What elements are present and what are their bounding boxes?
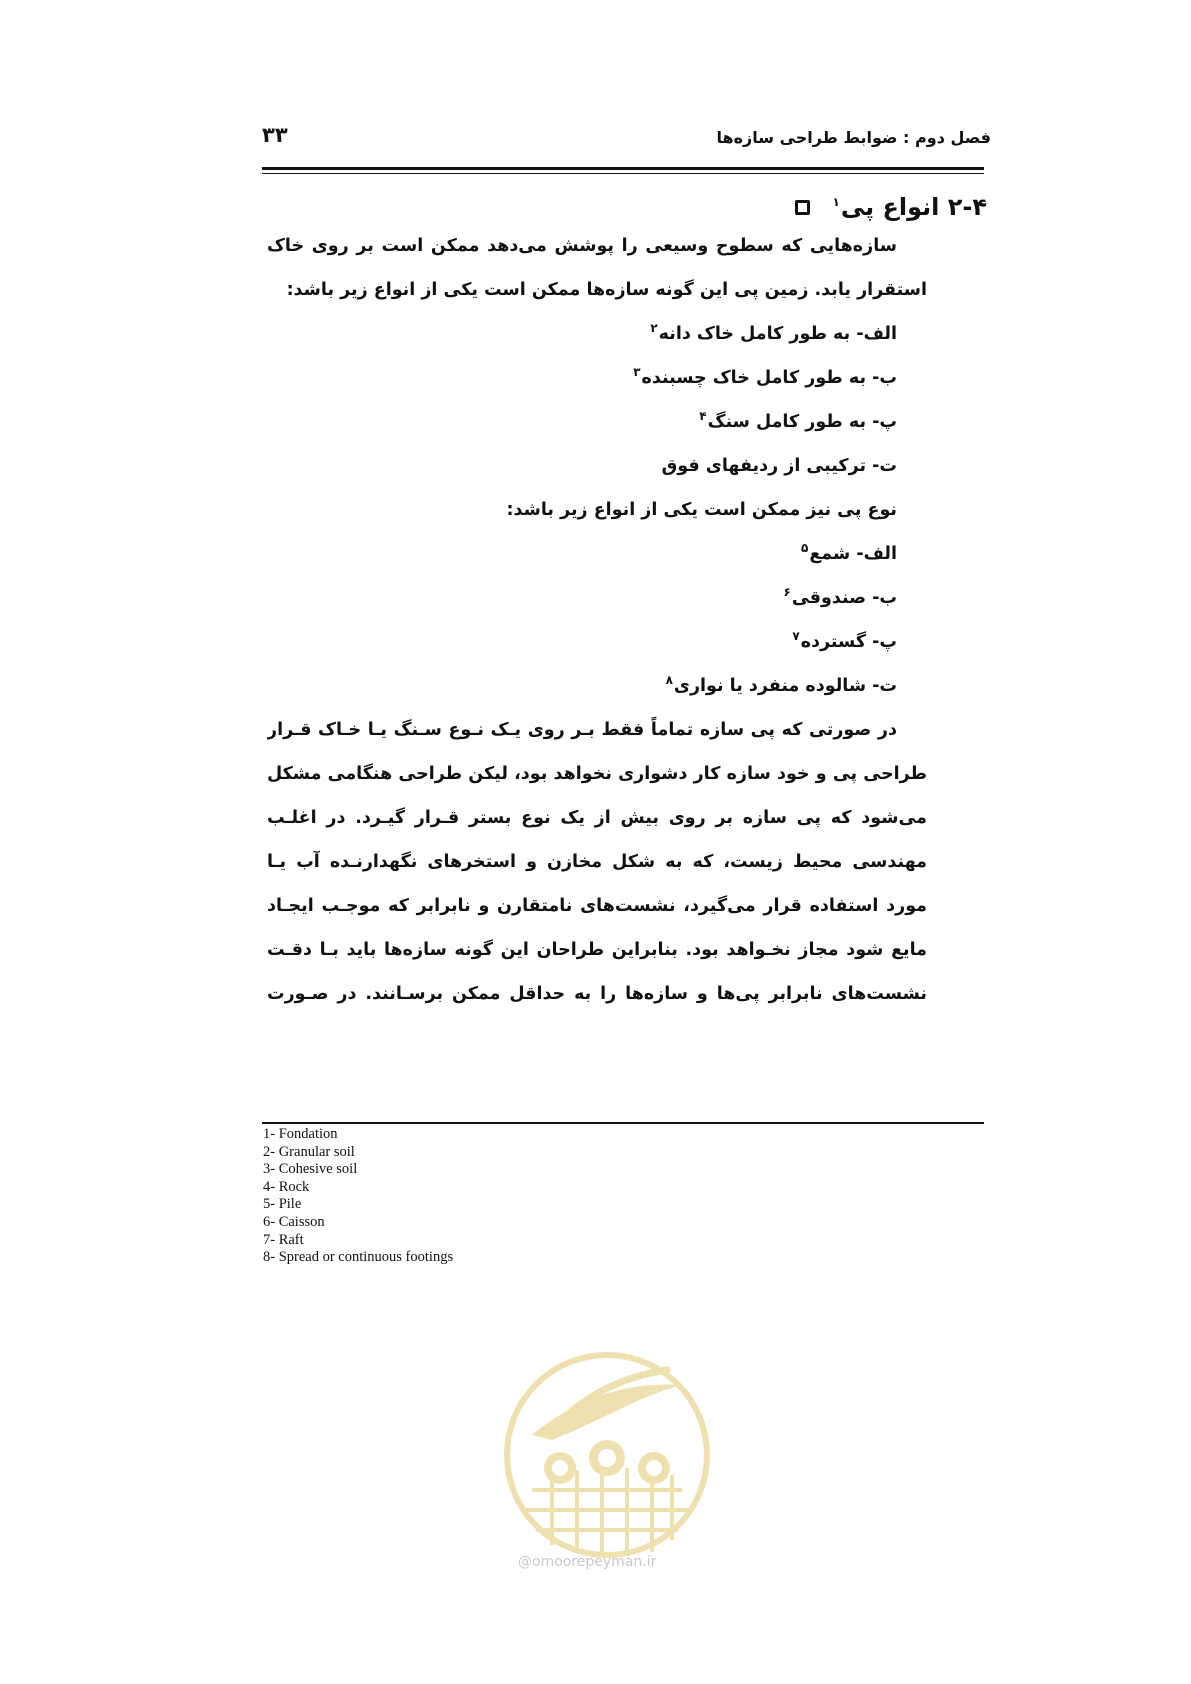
intro-line-1: سازه‌هایی که سطوح وسیعی را پوشش می‌دهد ممکن است بر روی خاک xyxy=(267,236,897,256)
footnote-ref: ۱ xyxy=(832,195,840,209)
paragraph-line: نشست‌های نابرابر پی‌ها و سازه‌ها را به حداقل ممکن برسـانند. در صـورت xyxy=(267,984,927,1004)
footnote: 3- Cohesive soil xyxy=(263,1161,358,1178)
footnote: 8- Spread or continuous footings xyxy=(263,1249,454,1266)
watermark-url: @omoorepeyman.ir xyxy=(518,1554,657,1570)
section-heading xyxy=(795,193,987,221)
header-rule-thin xyxy=(262,173,984,174)
watermark-logo-icon xyxy=(492,1340,722,1570)
paragraph-line: طراحی پی و خود سازه کار دشواری نخواهد بود، لیکن طراحی هنگامی مشکل xyxy=(267,764,927,784)
paragraph-line: می‌شود که پی سازه بر روی بیش از یک نوع بستر قـرار گیـرد. در اغلـب xyxy=(267,808,927,828)
ground-type-item: پ- به طور کامل سنگ$^۴$ xyxy=(699,409,897,432)
paragraph-line: مورد استفاده قرار می‌گیرد، نشست‌های نامتقارن و نابرابر که موجـب ایجـاد xyxy=(267,896,927,916)
footnote: 2- Granular soil xyxy=(263,1143,355,1160)
footnote: 1- Fondation xyxy=(263,1126,338,1142)
checkbox-square-icon xyxy=(795,200,810,215)
foundation-type-item: پ- گسترده$^۷$ xyxy=(792,629,897,652)
running-title: فصل دوم : ضوابط طراحی سازه‌ها xyxy=(716,128,991,147)
foundation-type-item: الف- شمع$^۵$ xyxy=(801,541,897,564)
footnote: 4- Rock xyxy=(263,1178,310,1195)
footnote: 7- Raft xyxy=(263,1231,304,1248)
page-number: ۳۳ xyxy=(262,123,288,147)
header-rule-thick xyxy=(262,167,984,170)
paragraph-line: در صورتی که پی سازه تماماً فقط بـر روی یـک نـوع سـنگ یـا خـاک قـرار xyxy=(267,720,897,740)
foundation-type-item: ت- شالوده منفرد یا نواری$^۸$ xyxy=(665,673,897,696)
footnote-rule xyxy=(262,1122,984,1124)
ground-type-item: الف- به طور کامل خاک دانه$^۲$ xyxy=(650,321,897,344)
intro-line-2: استقرار یابد. زمین پی این گونه سازه‌ها ممکن است یکی از انواع زیر باشد: xyxy=(286,280,927,300)
foundation-type-item: ب- صندوقی$^۶$ xyxy=(783,585,897,608)
body-text xyxy=(267,224,927,1016)
footnote: 5- Pile xyxy=(263,1196,302,1213)
footnotes xyxy=(263,1126,453,1267)
foundation-intro: نوع پی نیز ممکن است یکی از انواع زیر باشد: xyxy=(506,500,897,520)
paragraph-line: مهندسی محیط زیست، که به شکل مخازن و استخرهای نگهدارنـده آب یـا xyxy=(267,852,927,872)
ground-type-item: ب- به طور کامل خاک چسبنده$^۳$ xyxy=(633,365,897,388)
paragraph-line: مایع شود مجاز نخـواهد بود. بنابراین طراحان این گونه سازه‌ها باید بـا دقـت xyxy=(267,940,927,960)
ground-type-item: ت- ترکیبی از ردیفهای فوق xyxy=(661,456,897,476)
footnote: 6- Caisson xyxy=(263,1213,325,1230)
section-heading-text: ۲-۴ انواع پی$^۱$ xyxy=(832,193,987,221)
